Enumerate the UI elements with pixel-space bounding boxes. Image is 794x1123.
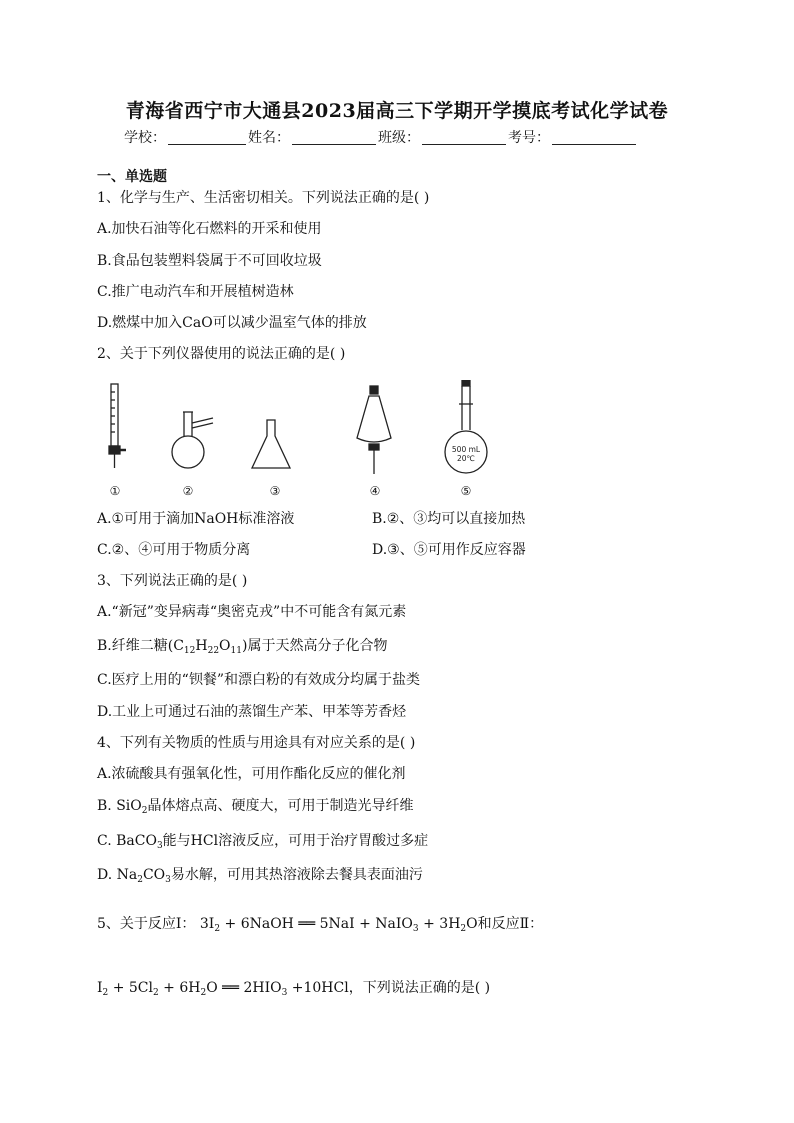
- q4-option-b: B. SiO$_2$晶体熔点高、硬度大，可用于制造光导纤维: [97, 798, 414, 816]
- school-label: 学校：: [124, 130, 166, 146]
- q2-option-b: B.②、③均可以直接加热: [372, 511, 526, 527]
- q2-stem: 2、关于下列仪器使用的说法正确的是( ): [97, 346, 346, 362]
- burette-icon: [109, 384, 126, 468]
- distillation-flask-icon: [172, 412, 213, 468]
- q3-option-c: C.医疗上用的“钡餐”和漂白粉的有效成分均属于盐类: [97, 672, 420, 688]
- school-field[interactable]: [168, 130, 246, 145]
- q1-option-b: B.食品包装塑料袋属于不可回收垃圾: [97, 253, 322, 269]
- instrument-label-1: ①: [109, 484, 121, 498]
- q3-stem: 3、下列说法正确的是( ): [97, 573, 248, 589]
- q5-stem-line1: 5、关于反应Ⅰ： $3I_2$ + 6NaOH ══ 5NaI + NaIO$_3$ + $3H_2O$和反应Ⅱ：: [97, 916, 544, 934]
- reaction-2: $I_2 + 5Cl_2 + 6H_2O$ ══ $2HIO_3 +10HCl$: [97, 980, 349, 998]
- instrument-label-5: ⑤: [460, 484, 472, 498]
- instrument-label-3: ③: [269, 484, 281, 498]
- separatory-funnel-icon: [357, 386, 391, 474]
- q4-option-a: A.浓硫酸具有强氧化性，可用作酯化反应的催化剂: [97, 766, 406, 782]
- page-title: 青海省西宁市大通县2023届高三下学期开学摸底考试化学试卷: [125, 100, 669, 122]
- exam-number-label: 考号：: [508, 130, 550, 146]
- q4-option-c: C. BaCO$_3$能与HCl溶液反应，可用于治疗胃酸过多症: [97, 833, 429, 851]
- name-field[interactable]: [292, 130, 376, 145]
- q3-option-a: A.“新冠”变异病毒“奥密克戎”中不可能含有氮元素: [97, 604, 407, 620]
- name-label: 姓名：: [248, 130, 290, 146]
- class-field[interactable]: [422, 130, 506, 145]
- q2-option-c: C.②、④可用于物质分离: [97, 542, 251, 558]
- flask-volume-label: 500 mL: [451, 445, 481, 454]
- lab-instruments-figure: [95, 380, 515, 500]
- section-heading: 一、单选题: [97, 169, 167, 185]
- student-info-line: [124, 127, 638, 147]
- q1-stem: 1、化学与生产、生活密切相关。下列说法正确的是( ): [97, 190, 430, 206]
- q2-option-d: D.③、⑤可用作反应容器: [372, 542, 526, 558]
- q3-option-d: D.工业上可通过石油的蒸馏生产苯、甲苯等芳香烃: [97, 704, 407, 720]
- q1-option-a: A.加快石油等化石燃料的开采和使用: [97, 221, 322, 237]
- q1-option-c: C.推广电动汽车和开展植树造林: [97, 284, 294, 300]
- instrument-label-4: ④: [369, 484, 381, 498]
- q5-stem-line2: $I_2 + 5Cl_2 + 6H_2O$ ══ $2HIO_3 +10HCl$，下列说法正确的是( ): [97, 980, 491, 998]
- q2-option-a: A.①可用于滴加NaOH标准溶液: [97, 511, 295, 527]
- reaction-1: $3I_2$ + 6NaOH ══ 5NaI + NaIO$_3$ + $3H_2O$: [199, 916, 478, 934]
- q4-stem: 4、下列有关物质的性质与用途具有对应关系的是( ): [97, 735, 416, 751]
- exam-number-field[interactable]: [552, 130, 636, 145]
- instrument-label-2: ②: [182, 484, 194, 498]
- conical-flask-icon: [252, 420, 290, 468]
- q3-option-b: B.纤维二糖$(C_{12}H_{22}O_{11})$属于天然高分子化合物: [97, 638, 388, 656]
- flask-temp-label: 20℃: [457, 454, 475, 463]
- class-label: 班级：: [378, 130, 420, 146]
- q4-option-d: D. $Na_2CO_3$易水解，可用其热溶液除去餐具表面油污: [97, 867, 423, 885]
- q1-option-d: D.燃煤中加入CaO可以减少温室气体的排放: [97, 315, 367, 331]
